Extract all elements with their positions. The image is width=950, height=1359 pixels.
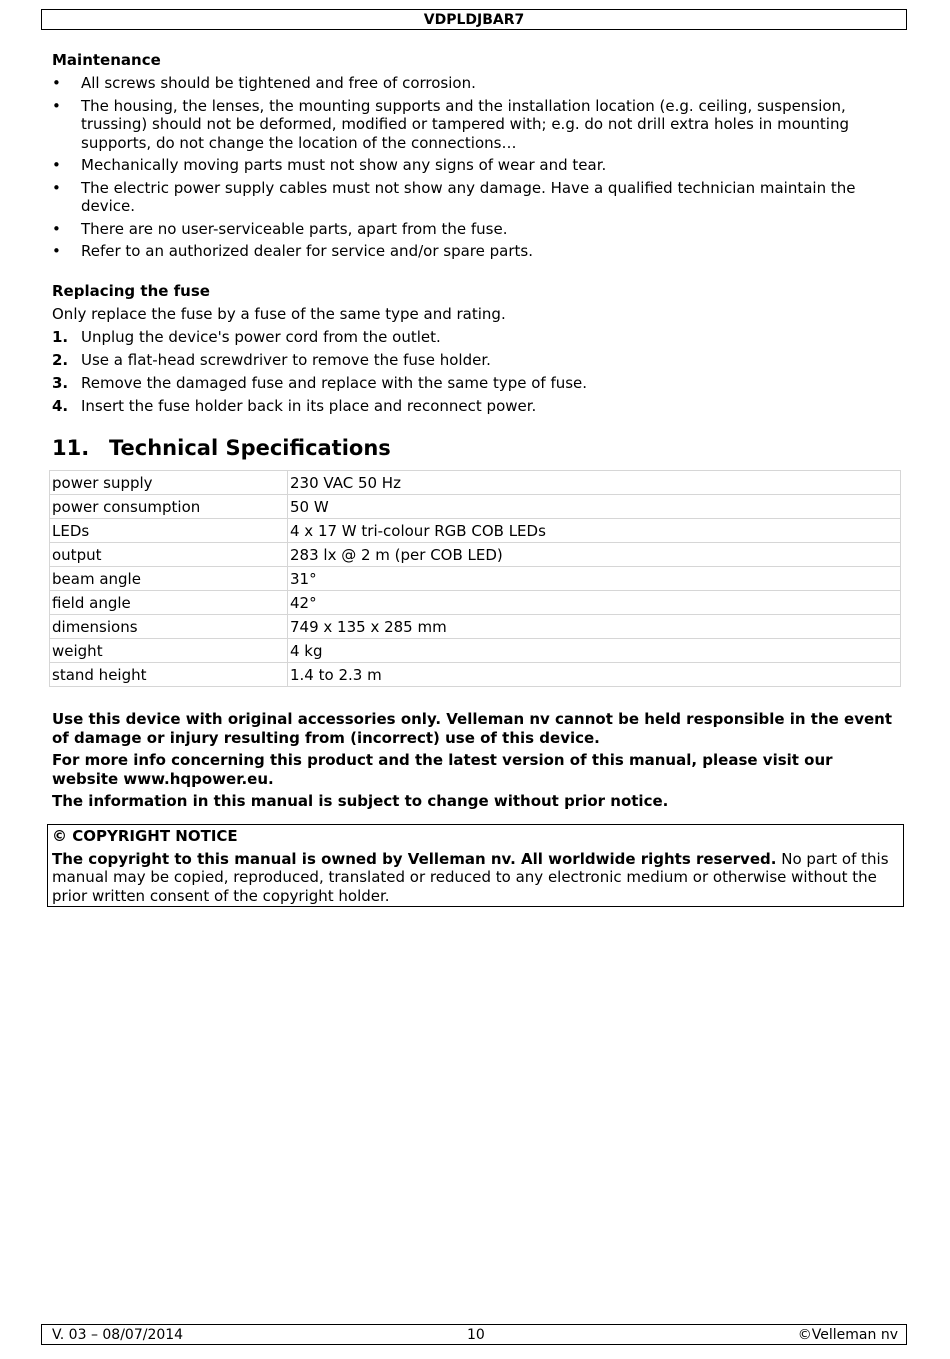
page-number: 10 (467, 1327, 485, 1343)
section-heading (52, 436, 391, 460)
notice-change: The information in this manual is subject to change without prior notice. (52, 792, 669, 810)
spec-value: 50 W (288, 495, 901, 519)
spec-value: 42° (288, 591, 901, 615)
fuse-heading: Replacing the fuse (52, 282, 210, 300)
step-number: 4. (52, 397, 69, 415)
spec-value: 4 kg (288, 639, 901, 663)
table-row (50, 591, 901, 615)
page-footer (41, 1324, 907, 1345)
table-row (50, 495, 901, 519)
fuse-steps (52, 326, 587, 418)
spec-key: power supply (50, 471, 288, 495)
spec-value: 4 x 17 W tri-colour RGB COB LEDs (288, 519, 901, 543)
fuse-intro: Only replace the fuse by a fuse of the same type and rating. (52, 305, 506, 323)
step-number: 1. (52, 328, 69, 346)
table-row (50, 543, 901, 567)
spec-key: stand height (50, 663, 288, 687)
list-item: • The housing, the lenses, the mounting supports and the installation location (e.g. ceiling, suspension, trussing) should not be deformed, modified or tampered with; e.g. do not drill extra holes in mounting supports, do not change the location of the connections… (52, 97, 882, 153)
spec-key: beam angle (50, 567, 288, 591)
step-text: Remove the damaged fuse and replace with the same type of fuse. (81, 374, 588, 392)
spec-value: 31° (288, 567, 901, 591)
copyright-body (52, 850, 899, 906)
spec-value: 749 x 135 x 285 mm (288, 615, 901, 639)
table-row (50, 519, 901, 543)
list-item: • Refer to an authorized dealer for service and/or spare parts. (52, 242, 882, 261)
step-text: Unplug the device's power cord from the outlet. (81, 328, 441, 346)
table-row (50, 615, 901, 639)
step-text: Insert the fuse holder back in its place and reconnect power. (81, 397, 537, 415)
list-item (52, 395, 587, 418)
spec-key: LEDs (50, 519, 288, 543)
list-item: • The electric power supply cables must not show any damage. Have a qualified technician maintain the device. (52, 179, 882, 216)
spec-key: dimensions (50, 615, 288, 639)
table-row (50, 471, 901, 495)
copyright-bold: The copyright to this manual is owned by Velleman nv. All worldwide rights reserved. (52, 849, 777, 868)
spec-key: field angle (50, 591, 288, 615)
copyright-title: © COPYRIGHT NOTICE (52, 827, 238, 845)
list-item: • There are no user-serviceable parts, apart from the fuse. (52, 220, 882, 239)
header-model: VDPLDJBAR7 (423, 12, 525, 28)
page-header (41, 9, 907, 30)
list-item (52, 372, 587, 395)
notice-website: For more info concerning this product and the latest version of this manual, please visit our website www.hqpower.eu. (52, 751, 833, 788)
spec-key: weight (50, 639, 288, 663)
spec-value: 230 VAC 50 Hz (288, 471, 901, 495)
table-row (50, 663, 901, 687)
table-row (50, 639, 901, 663)
spec-key: power consumption (50, 495, 288, 519)
spec-key: output (50, 543, 288, 567)
maintenance-heading: Maintenance (52, 51, 161, 69)
spec-value: 1.4 to 2.3 m (288, 663, 901, 687)
list-item (52, 326, 587, 349)
section-number: 11. (52, 436, 90, 460)
spec-value: 283 lx @ 2 m (per COB LED) (288, 543, 901, 567)
footer-brand: ©Velleman nv (797, 1327, 898, 1343)
step-text: Use a flat-head screwdriver to remove the fuse holder. (81, 351, 491, 369)
section-title: Technical Specifications (109, 436, 391, 460)
list-item (52, 349, 587, 372)
copyright-box (47, 824, 904, 907)
table-row (50, 567, 901, 591)
step-number: 3. (52, 374, 69, 392)
specs-table (49, 470, 901, 687)
footer-version: V. 03 – 08/07/2014 (52, 1327, 184, 1343)
notice-accessories: Use this device with original accessories only. Velleman nv cannot be held responsible in the event of damage or injury resulting from (incorrect) use of this device. (52, 710, 892, 747)
maintenance-list (52, 74, 882, 261)
list-item: • All screws should be tightened and free of corrosion. (52, 74, 882, 93)
copyright-text: No part of this manual may be copied, reproduced, translated or reduced to any electronic medium or otherwise without the prior written consent of the copyright holder. (52, 849, 889, 905)
list-item: • Mechanically moving parts must not show any signs of wear and tear. (52, 156, 882, 175)
step-number: 2. (52, 351, 69, 369)
